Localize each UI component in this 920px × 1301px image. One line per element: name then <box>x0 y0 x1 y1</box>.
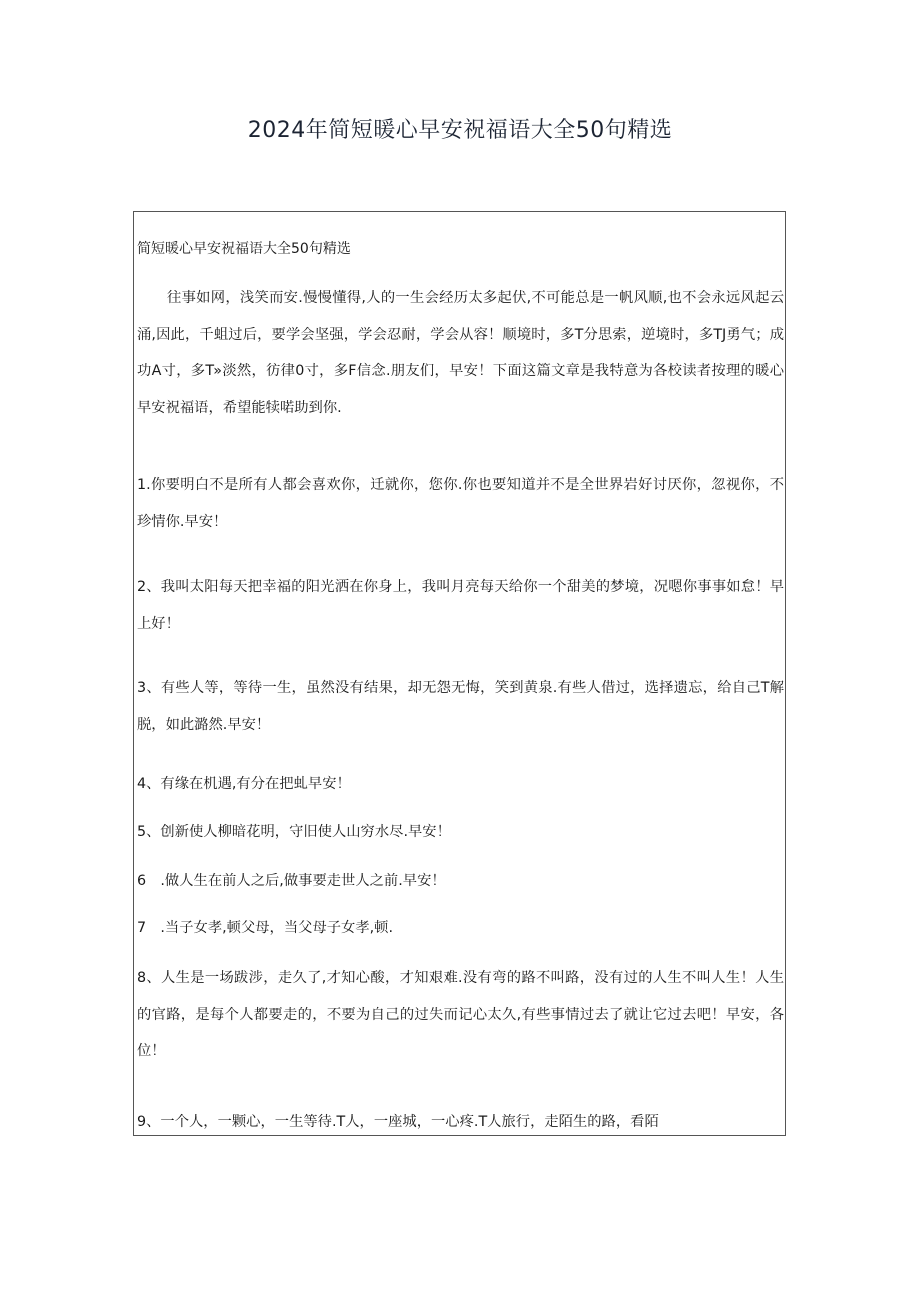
list-item: 5、创新使人柳暗花明，守旧使人山穷水尽.早安！ <box>137 824 451 840</box>
list-item: 8、人生是一场跋涉，走久了,才知心酸，才知艰难.没有弯的路不叫路，没有过的人生不叫人生！人生的官路，是每个人都要走的，不要为自己的过失而记心太久,有些事情过去了就让它过去吧！早安，各位！ <box>137 970 784 1059</box>
list-item: 3、有些人等，等待一生，虽然没有结果，却无怨无悔，笑到黄泉.有些人借过，选择遗忘，给自己T解脱，如此潞然.早安！ <box>137 680 784 733</box>
list-item: 6 .做人生在前人之后,做事要走世人之前.早安！ <box>137 873 446 889</box>
page-title: 2024年简短暖心早安祝福语大全50句精选 <box>247 118 673 143</box>
list-item: 9、一个人，一颗心，一生等待.T人，一座城，一心疼.T人旅行，走陌生的路，看陌 <box>137 1114 659 1130</box>
list-item: 2、我叫太阳每天把幸福的阳光洒在你身上，我叫月亮每天给你一个甜美的梦境，况嗯你事事如怠！早上好！ <box>137 579 784 632</box>
content-box <box>133 211 786 1136</box>
list-item: 7 .当子女孝,顿父母，当父母子女孝,顿. <box>137 920 394 936</box>
document-subtitle: 简短暖心早安祝福语大全50句精选 <box>137 241 351 257</box>
intro-paragraph: 往事如网，浅笑而安.慢慢懂得,人的一生会经历太多起伏,不可能总是一帆风顺,也不会永远风起云涌,因此，千蛆过后，要学会坚强，学会忍耐，学会从容！顺境时，多T分思索，逆境时，多TJ勇气；成功A寸，多T»淡然，彷律0寸，多F信念.朋友们，早安！下面这篇文章是我特意为各校读者按理的暖心早安祝福语，希望能犊喏助到你. <box>137 290 784 416</box>
list-item: 4、有缘在机遇,有分在把虬早安！ <box>137 776 351 792</box>
list-item: 1.你要明白不是所有人都会喜欢你，迁就你，您你.你也要知道并不是全世界岩好讨厌你，忽视你，不珍情你.早安！ <box>137 477 784 530</box>
